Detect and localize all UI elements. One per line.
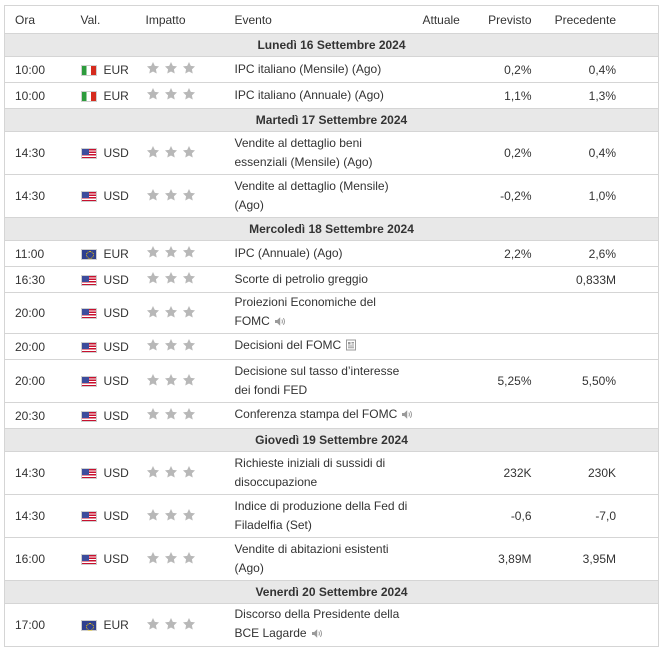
header-event[interactable]: Evento (225, 6, 415, 34)
date-row (5, 581, 659, 604)
event-previous (542, 293, 659, 334)
star-icon (146, 87, 160, 101)
event-forecast (471, 604, 542, 647)
header-forecast[interactable]: Previsto (471, 6, 542, 34)
flag-us-icon (81, 308, 97, 319)
event-row[interactable] (5, 132, 659, 175)
event-currency-cell (71, 267, 136, 293)
event-name[interactable]: Richieste iniziali di sussidi di disoccupazione (234, 456, 386, 489)
event-currency: USD (103, 466, 129, 480)
event-previous: 5,50% (542, 360, 659, 403)
star-icon (182, 617, 196, 631)
event-currency-cell (71, 604, 136, 647)
event-forecast (471, 267, 542, 293)
star-icon (164, 145, 178, 159)
event-forecast: 0,2% (471, 132, 542, 175)
event-actual (415, 83, 471, 109)
event-row[interactable] (5, 57, 659, 83)
event-currency-cell (71, 538, 136, 581)
star-icon (164, 617, 178, 631)
flag-us-icon (81, 511, 97, 522)
event-name[interactable]: Discorso della Presidente della BCE Lagarde (234, 607, 400, 640)
event-previous: 1,0% (542, 175, 659, 218)
flag-us-icon (81, 342, 97, 353)
event-currency: USD (103, 146, 129, 160)
impact-stars (136, 604, 225, 647)
event-currency-cell (71, 360, 136, 403)
header-currency[interactable]: Val. (71, 6, 136, 34)
header-impact[interactable]: Impatto (136, 6, 225, 34)
event-time: 14:30 (5, 495, 71, 538)
star-icon (146, 145, 160, 159)
event-time: 11:00 (5, 241, 71, 267)
flag-us-icon (81, 148, 97, 159)
event-currency-cell (71, 132, 136, 175)
flag-eu-icon (81, 249, 97, 260)
event-name[interactable]: IPC italiano (Annuale) (Ago) (234, 88, 384, 102)
event-actual (415, 132, 471, 175)
star-icon (146, 305, 160, 319)
flag-eu-icon (81, 620, 97, 631)
impact-stars (136, 83, 225, 109)
event-row[interactable] (5, 452, 659, 495)
star-icon (146, 508, 160, 522)
event-currency-cell (71, 452, 136, 495)
event-forecast: -0,2% (471, 175, 542, 218)
impact-stars (136, 452, 225, 495)
star-icon (164, 87, 178, 101)
star-icon (164, 188, 178, 202)
event-forecast: -0,6 (471, 495, 542, 538)
event-forecast (471, 293, 542, 334)
event-currency-cell (71, 334, 136, 360)
star-icon (164, 338, 178, 352)
event-previous: 0,4% (542, 57, 659, 83)
event-row[interactable] (5, 403, 659, 429)
date-label: Lunedì 16 Settembre 2024 (5, 34, 659, 57)
event-actual (415, 538, 471, 581)
star-icon (146, 271, 160, 285)
event-currency: USD (103, 339, 129, 354)
event-row[interactable] (5, 241, 659, 267)
flag-us-icon (81, 468, 97, 479)
event-cell[interactable] (225, 293, 415, 334)
impact-stars (136, 403, 225, 429)
star-icon (182, 188, 196, 202)
impact-stars (136, 495, 225, 538)
event-forecast: 2,2% (471, 241, 542, 267)
event-row[interactable] (5, 604, 659, 647)
event-actual (415, 241, 471, 267)
header-row (5, 6, 659, 34)
event-row[interactable] (5, 334, 659, 360)
event-name[interactable]: Vendite al dettaglio (Mensile) (Ago) (234, 179, 389, 212)
speaker-icon[interactable] (274, 314, 286, 333)
event-name[interactable]: IPC italiano (Mensile) (Ago) (234, 62, 382, 76)
event-cell[interactable] (225, 604, 415, 647)
event-currency: EUR (103, 88, 129, 103)
economic-calendar-table (4, 5, 659, 647)
event-name[interactable]: Decisioni del FOMC (234, 338, 342, 352)
star-icon (146, 407, 160, 421)
event-cell[interactable] (225, 267, 415, 293)
calendar-body (5, 34, 659, 647)
event-actual (415, 495, 471, 538)
star-icon (164, 245, 178, 259)
event-time: 14:30 (5, 175, 71, 218)
impact-stars (136, 360, 225, 403)
event-time: 14:30 (5, 132, 71, 175)
event-cell[interactable] (225, 403, 415, 429)
star-icon (182, 271, 196, 285)
star-icon (146, 551, 160, 565)
star-icon (182, 551, 196, 565)
event-name[interactable]: IPC (Annuale) (Ago) (234, 246, 343, 260)
date-row (5, 218, 659, 241)
event-currency: EUR (103, 618, 129, 632)
event-previous (542, 604, 659, 647)
event-name[interactable]: Indice di produzione della Fed di Filadelfia (Set) (234, 499, 408, 532)
event-time: 20:00 (5, 360, 71, 403)
star-icon (146, 245, 160, 259)
star-icon (182, 508, 196, 522)
event-currency: USD (103, 189, 129, 203)
event-cell[interactable] (225, 538, 415, 581)
star-icon (146, 188, 160, 202)
date-label: Mercoledì 18 Settembre 2024 (5, 218, 659, 241)
impact-stars (136, 57, 225, 83)
event-currency-cell (71, 83, 136, 109)
event-currency-cell (71, 57, 136, 83)
date-label: Giovedì 19 Settembre 2024 (5, 429, 659, 452)
event-row[interactable] (5, 360, 659, 403)
event-name[interactable]: Proiezioni Economiche del FOMC (234, 295, 376, 328)
event-currency: USD (103, 552, 129, 566)
event-currency: USD (103, 272, 129, 287)
event-previous: 2,6% (542, 241, 659, 267)
event-time: 16:30 (5, 267, 71, 293)
star-icon (182, 245, 196, 259)
impact-stars (136, 293, 225, 334)
date-row (5, 429, 659, 452)
header-actual[interactable]: Attuale (415, 6, 471, 34)
document-icon[interactable] (345, 338, 357, 357)
impact-stars (136, 538, 225, 581)
event-name[interactable]: Vendite al dettaglio beni essenziali (Mensile) (Ago) (234, 136, 373, 169)
event-cell[interactable] (225, 334, 415, 360)
event-currency-cell (71, 241, 136, 267)
event-currency-cell (71, 293, 136, 334)
speaker-icon[interactable] (401, 407, 413, 426)
header-time[interactable]: Ora (5, 6, 71, 34)
star-icon (164, 508, 178, 522)
event-row[interactable] (5, 267, 659, 293)
impact-stars (136, 175, 225, 218)
event-currency: USD (103, 374, 129, 388)
event-name[interactable]: Vendite di abitazioni esistenti (Ago) (234, 542, 389, 575)
impact-stars (136, 267, 225, 293)
event-name[interactable]: Decisione sul tasso d’interesse dei fondi FED (234, 364, 400, 397)
star-icon (164, 407, 178, 421)
event-previous: 1,3% (542, 83, 659, 109)
star-icon (164, 465, 178, 479)
impact-stars (136, 132, 225, 175)
star-icon (182, 61, 196, 75)
event-previous: -7,0 (542, 495, 659, 538)
event-previous: 0,4% (542, 132, 659, 175)
event-currency-cell (71, 403, 136, 429)
event-previous (542, 334, 659, 360)
flag-us-icon (81, 411, 97, 422)
event-cell[interactable] (225, 132, 415, 175)
event-time: 20:00 (5, 334, 71, 360)
event-name[interactable]: Scorte di petrolio greggio (234, 272, 368, 286)
speaker-icon[interactable] (311, 626, 323, 645)
event-currency-cell (71, 175, 136, 218)
event-cell[interactable] (225, 241, 415, 267)
star-icon (146, 61, 160, 75)
star-icon (164, 271, 178, 285)
event-currency: EUR (103, 246, 129, 261)
event-forecast: 1,1% (471, 83, 542, 109)
event-name[interactable]: Conferenza stampa del FOMC (234, 407, 398, 421)
flag-it-icon (81, 91, 97, 102)
event-actual (415, 175, 471, 218)
event-forecast: 232K (471, 452, 542, 495)
event-previous: 230K (542, 452, 659, 495)
event-cell[interactable] (225, 83, 415, 109)
impact-stars (136, 334, 225, 360)
event-row[interactable] (5, 83, 659, 109)
event-time: 20:00 (5, 293, 71, 334)
event-actual (415, 293, 471, 334)
event-actual (415, 334, 471, 360)
event-forecast (471, 403, 542, 429)
event-time: 16:00 (5, 538, 71, 581)
header-previous[interactable]: Precedente (542, 6, 659, 34)
date-label: Venerdì 20 Settembre 2024 (5, 581, 659, 604)
event-forecast: 5,25% (471, 360, 542, 403)
event-forecast: 3,89M (471, 538, 542, 581)
star-icon (182, 305, 196, 319)
event-time: 17:00 (5, 604, 71, 647)
star-icon (164, 305, 178, 319)
date-row (5, 109, 659, 132)
event-row[interactable] (5, 495, 659, 538)
date-label: Martedì 17 Settembre 2024 (5, 109, 659, 132)
event-previous: 3,95M (542, 538, 659, 581)
event-cell[interactable] (225, 495, 415, 538)
event-currency: USD (103, 306, 129, 320)
event-row[interactable] (5, 293, 659, 334)
event-time: 10:00 (5, 57, 71, 83)
star-icon (182, 465, 196, 479)
event-time: 14:30 (5, 452, 71, 495)
event-row[interactable] (5, 538, 659, 581)
impact-stars (136, 241, 225, 267)
star-icon (182, 373, 196, 387)
star-icon (146, 465, 160, 479)
date-row (5, 34, 659, 57)
event-forecast (471, 334, 542, 360)
flag-us-icon (81, 554, 97, 565)
flag-us-icon (81, 275, 97, 286)
event-currency: EUR (103, 62, 129, 77)
flag-us-icon (81, 376, 97, 387)
event-actual (415, 452, 471, 495)
event-cell[interactable] (225, 360, 415, 403)
event-previous: 0,833M (542, 267, 659, 293)
event-actual (415, 360, 471, 403)
event-cell[interactable] (225, 57, 415, 83)
event-actual (415, 57, 471, 83)
event-time: 20:30 (5, 403, 71, 429)
event-cell[interactable] (225, 175, 415, 218)
star-icon (146, 373, 160, 387)
star-icon (164, 61, 178, 75)
event-previous (542, 403, 659, 429)
flag-us-icon (81, 191, 97, 202)
star-icon (182, 407, 196, 421)
flag-it-icon (81, 65, 97, 76)
event-currency: USD (103, 408, 129, 423)
star-icon (146, 617, 160, 631)
event-currency-cell (71, 495, 136, 538)
event-currency: USD (103, 509, 129, 523)
star-icon (182, 145, 196, 159)
event-forecast: 0,2% (471, 57, 542, 83)
event-actual (415, 604, 471, 647)
star-icon (182, 87, 196, 101)
event-row[interactable] (5, 175, 659, 218)
event-cell[interactable] (225, 452, 415, 495)
star-icon (164, 373, 178, 387)
star-icon (146, 338, 160, 352)
event-actual (415, 267, 471, 293)
star-icon (182, 338, 196, 352)
star-icon (164, 551, 178, 565)
event-time: 10:00 (5, 83, 71, 109)
event-actual (415, 403, 471, 429)
